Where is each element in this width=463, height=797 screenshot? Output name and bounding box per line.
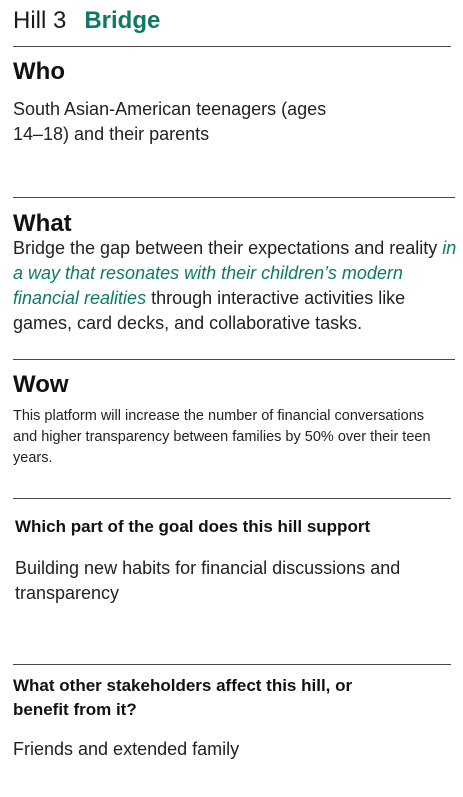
what-text <box>13 236 461 336</box>
who-text: South Asian-American teenagers (ages 14–18) and their parents <box>13 99 327 144</box>
what-text-start: Bridge the gap between their expectations and reality <box>13 238 443 258</box>
who-heading: Who <box>13 58 65 85</box>
what-text-end: through interactive activities like games, card decks, and collaborative tasks. <box>13 288 406 333</box>
what-text-highlight: in a way that resonates with their children’s modern financial realities <box>13 238 457 308</box>
divider <box>13 46 451 47</box>
stakeholders-answer: Friends and extended family <box>13 739 240 759</box>
goal-question: Which part of the goal does this hill support <box>15 517 371 536</box>
stakeholders-question: What other stakeholders affect this hill, or benefit from it? <box>13 676 353 719</box>
divider <box>13 359 455 360</box>
divider <box>13 197 455 198</box>
wow-heading: Wow <box>13 371 69 398</box>
hill-name: Bridge <box>84 7 161 34</box>
wow-text: This platform will increase the number of financial conversations and higher transparency between families by 50% over their teen years. <box>13 408 431 466</box>
goal-answer: Building new habits for financial discussions and transparency <box>15 558 401 603</box>
divider <box>13 498 451 499</box>
divider <box>13 664 451 665</box>
hill-number: Hill 3 <box>13 7 67 34</box>
what-heading: What <box>13 210 72 237</box>
page-title <box>13 6 160 36</box>
